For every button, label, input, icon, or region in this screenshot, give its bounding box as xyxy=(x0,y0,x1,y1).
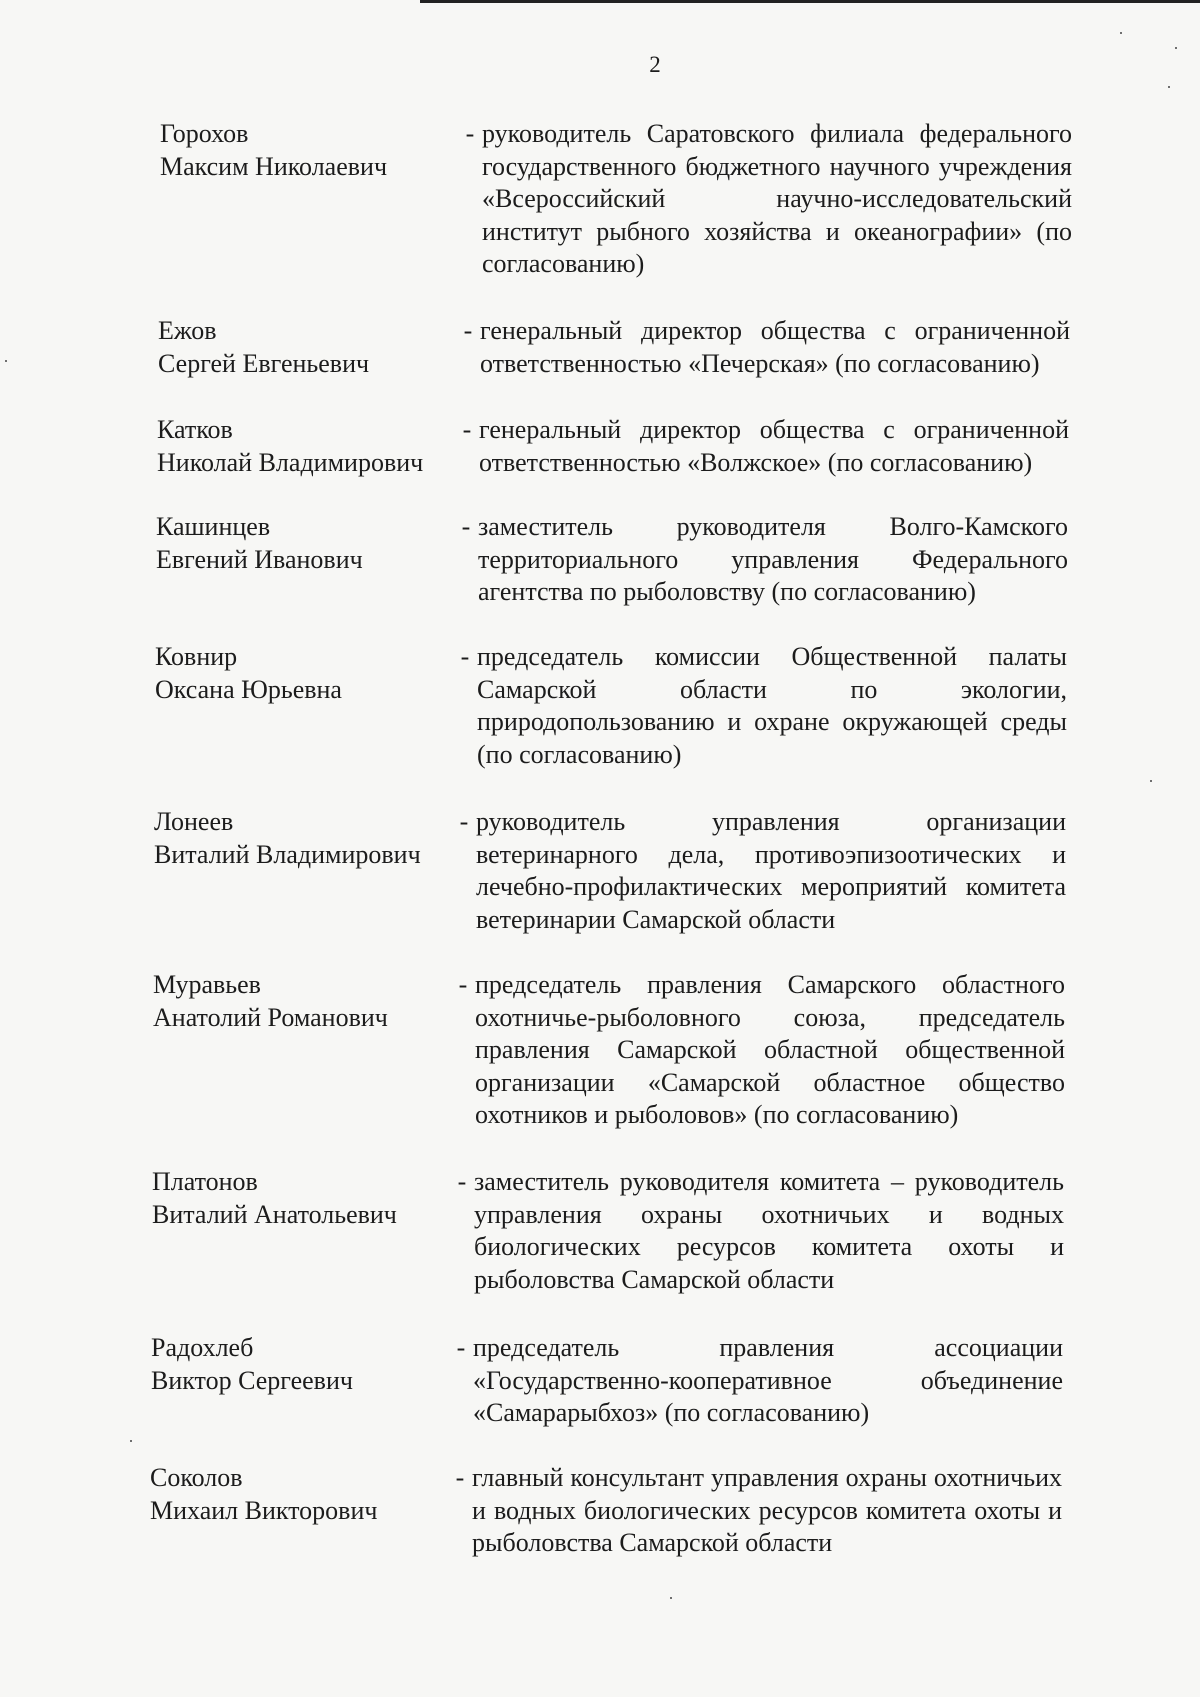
page-number: 2 xyxy=(649,52,661,77)
member-entry xyxy=(157,414,1069,479)
member-entry xyxy=(151,1332,1063,1430)
member-given-names: Максим Николаевич xyxy=(160,151,388,181)
member-position: руководитель управления организации ветеринарного дела, противоэпизоотических и лечебно-профилактических мероприятий комитета ветеринарии Самарской области xyxy=(476,807,1066,934)
member-surname: Горохов xyxy=(160,119,249,148)
scan-speck xyxy=(1168,86,1170,88)
member-name xyxy=(158,315,456,380)
member-position: председатель правления Самарского областного охотничье-рыболовного союза, председатель правления Самарской областной общественной организации «Самарской областное общество охотников и рыболовов» (по согласованию) xyxy=(475,970,1065,1129)
dash-separator: - xyxy=(463,316,473,345)
member-surname: Ковнир xyxy=(155,642,238,671)
member-entry xyxy=(160,118,1072,281)
member-surname: Муравьев xyxy=(153,970,261,999)
member-name xyxy=(151,1332,449,1397)
member-name xyxy=(150,1462,448,1527)
member-position: председатель комиссии Общественной палаты Самарской области по экологии, природопользованию и охране окружающей среды (по согласованию) xyxy=(477,642,1067,769)
member-name xyxy=(155,641,453,706)
member-given-names: Сергей Евгеньевич xyxy=(158,348,370,378)
dash-separator: - xyxy=(459,807,469,836)
dash-separator: - xyxy=(465,119,475,148)
member-surname: Платонов xyxy=(152,1167,258,1196)
member-given-names: Оксана Юрьевна xyxy=(155,674,342,704)
member-entry xyxy=(155,641,1067,771)
scan-speck xyxy=(670,1597,672,1599)
member-given-names: Анатолий Романович xyxy=(153,1002,388,1032)
member-entry xyxy=(153,969,1065,1132)
member-name xyxy=(160,118,458,183)
member-position: заместитель руководителя комитета – руководитель управления охраны охотничьих и водных биологических ресурсов комитета охоты и рыболовства Самарской области xyxy=(474,1167,1064,1294)
member-name xyxy=(152,1166,450,1231)
member-given-names: Евгений Иванович xyxy=(156,544,363,574)
dash-separator: - xyxy=(461,512,471,541)
scan-speck xyxy=(1150,780,1152,782)
member-entry xyxy=(152,1166,1064,1296)
dash-separator: - xyxy=(457,1167,467,1196)
member-surname: Ежов xyxy=(158,316,217,345)
member-surname: Кашинцев xyxy=(156,512,271,541)
member-entry xyxy=(154,806,1066,936)
member-surname: Лонеев xyxy=(154,807,234,836)
member-surname: Соколов xyxy=(150,1463,243,1492)
member-surname: Радохлеб xyxy=(151,1333,254,1362)
member-given-names: Виталий Владимирович xyxy=(154,839,421,869)
dash-separator: - xyxy=(460,642,470,671)
member-position: заместитель руководителя Волго-Камского территориального управления Федерального агентства по рыболовству (по согласованию) xyxy=(478,512,1068,606)
member-name xyxy=(156,511,454,576)
member-given-names: Николай Владимирович xyxy=(157,447,424,477)
member-name xyxy=(157,414,455,479)
member-given-names: Михаил Викторович xyxy=(150,1495,378,1525)
member-given-names: Виталий Анатольевич xyxy=(152,1199,397,1229)
member-name xyxy=(154,806,452,871)
dash-separator: - xyxy=(462,415,472,444)
dash-separator: - xyxy=(458,970,468,999)
member-position: генеральный директор общества с ограниченной ответственностью «Волжское» (по согласованию) xyxy=(479,415,1069,477)
member-entry xyxy=(158,315,1070,380)
scan-speck xyxy=(130,1440,132,1442)
member-name xyxy=(153,969,451,1034)
member-position: председатель правления ассоциации «Государственно-кооперативное объединение «Самарарыбхоз» (по согласованию) xyxy=(473,1333,1063,1427)
member-given-names: Виктор Сергеевич xyxy=(151,1365,353,1395)
member-entry xyxy=(156,511,1068,609)
member-entry xyxy=(150,1462,1062,1560)
scan-speck xyxy=(1120,32,1122,34)
member-position: руководитель Саратовского филиала федерального государственного бюджетного научного учреждения «Всероссийский научно-исследовательский институт рыбного хозяйства и океанографии» (по согласованию) xyxy=(482,119,1072,278)
scan-speck xyxy=(5,360,7,362)
scan-speck xyxy=(1175,47,1177,49)
dash-separator: - xyxy=(455,1463,465,1492)
member-position: генеральный директор общества с ограниченной ответственностью «Печерская» (по согласованию) xyxy=(480,316,1070,378)
member-position: главный консультант управления охраны охотничьих и водных биологических ресурсов комитета охоты и рыболовства Самарской области xyxy=(472,1463,1062,1557)
member-surname: Катков xyxy=(157,415,233,444)
dash-separator: - xyxy=(456,1333,466,1362)
